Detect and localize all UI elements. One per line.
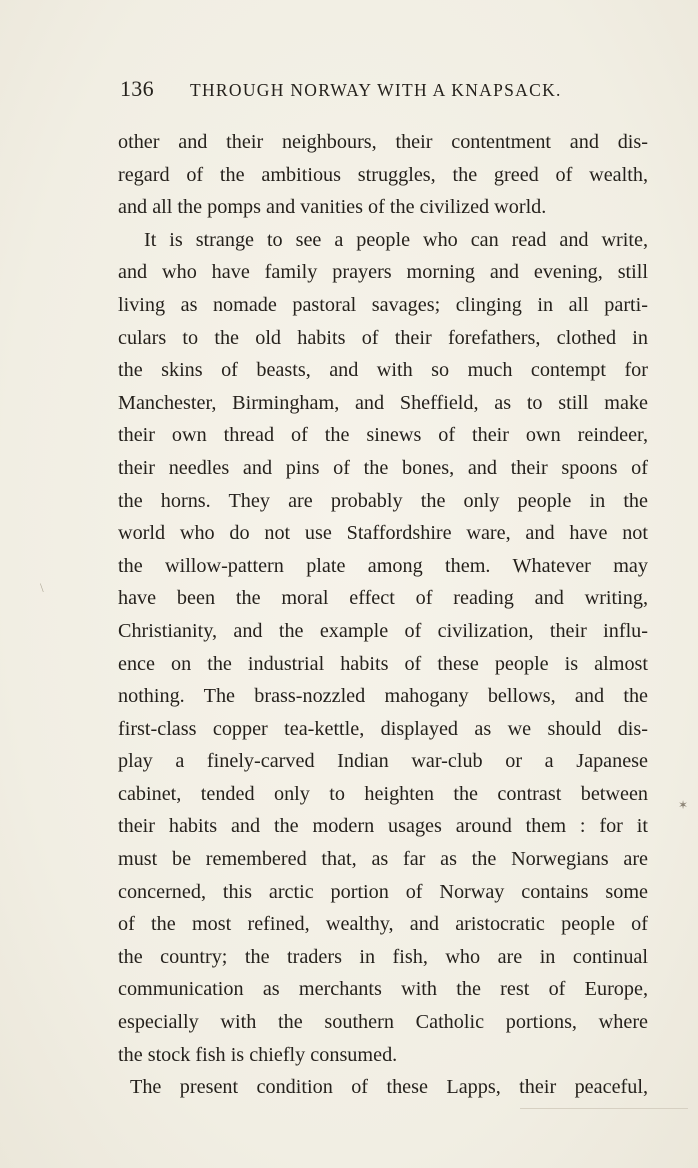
text-line: the stock fish is chiefly consumed. bbox=[118, 1043, 398, 1066]
text-line: especially with the southern Catholic portions, where bbox=[118, 1011, 648, 1034]
page-header bbox=[120, 76, 600, 108]
text-line: first-class copper tea-kettle, displayed as we should dis- bbox=[118, 717, 648, 740]
page-number: 136 bbox=[120, 76, 154, 101]
text-line: world who do not use Staffordshire ware, and have not bbox=[118, 522, 648, 545]
text-line: have been the moral effect of reading and writing, bbox=[118, 587, 648, 610]
text-line: other and their neighbours, their contentment and dis- bbox=[118, 131, 648, 153]
text-line: and all the pomps and vanities of the civilized world. bbox=[118, 196, 547, 219]
text-line: their own thread of the sinews of their own reindeer, bbox=[118, 424, 648, 447]
margin-mark: ✶ bbox=[678, 798, 689, 812]
text-line: the horns. They are probably the only people in the bbox=[118, 489, 648, 512]
text-line: The present condition of these Lapps, their peaceful, bbox=[130, 1076, 648, 1099]
text-line: ence on the industrial habits of these people is almost bbox=[118, 652, 648, 675]
text-line: communication as merchants with the rest of Europe, bbox=[118, 978, 648, 1001]
margin-mark: \ bbox=[40, 580, 44, 595]
text-line: their needles and pins of the bones, and their spoons of bbox=[118, 456, 648, 479]
text-line: the willow-pattern plate among them. Whatever may bbox=[118, 554, 648, 577]
text-line: Manchester, Birmingham, and Sheffield, as to still make bbox=[118, 391, 648, 414]
text-line: concerned, this arctic portion of Norway contains some bbox=[118, 880, 648, 903]
text-line: play a finely-carved Indian war-club or a Japanese bbox=[118, 750, 648, 773]
text-line: Christianity, and the example of civilization, their influ- bbox=[118, 619, 648, 642]
text-line: must be remembered that, as far as the Norwegians are bbox=[118, 848, 648, 871]
text-line: and who have family prayers morning and evening, still bbox=[118, 261, 648, 284]
text-line: culars to the old habits of their forefathers, clothed in bbox=[118, 326, 648, 349]
text-line: regard of the ambitious struggles, the greed of wealth, bbox=[118, 163, 648, 186]
text-line: living as nomade pastoral savages; clinging in all parti- bbox=[118, 293, 648, 316]
body-text bbox=[118, 126, 648, 1104]
text-line: of the most refined, wealthy, and aristocratic people of bbox=[118, 913, 648, 936]
text-line: their habits and the modern usages around them : for it bbox=[118, 815, 648, 838]
page-edge-rule bbox=[520, 1108, 688, 1109]
text-line: cabinet, tended only to heighten the contrast between bbox=[118, 782, 648, 805]
text-line: nothing. The brass-nozzled mahogany bellows, and the bbox=[118, 685, 648, 708]
text-line: the country; the traders in fish, who are in continual bbox=[118, 945, 648, 968]
running-title: THROUGH NORWAY WITH A KNAPSACK. bbox=[190, 80, 562, 100]
text-line: It is strange to see a people who can read and write, bbox=[144, 228, 648, 251]
text-line: the skins of beasts, and with so much contempt for bbox=[118, 359, 648, 382]
